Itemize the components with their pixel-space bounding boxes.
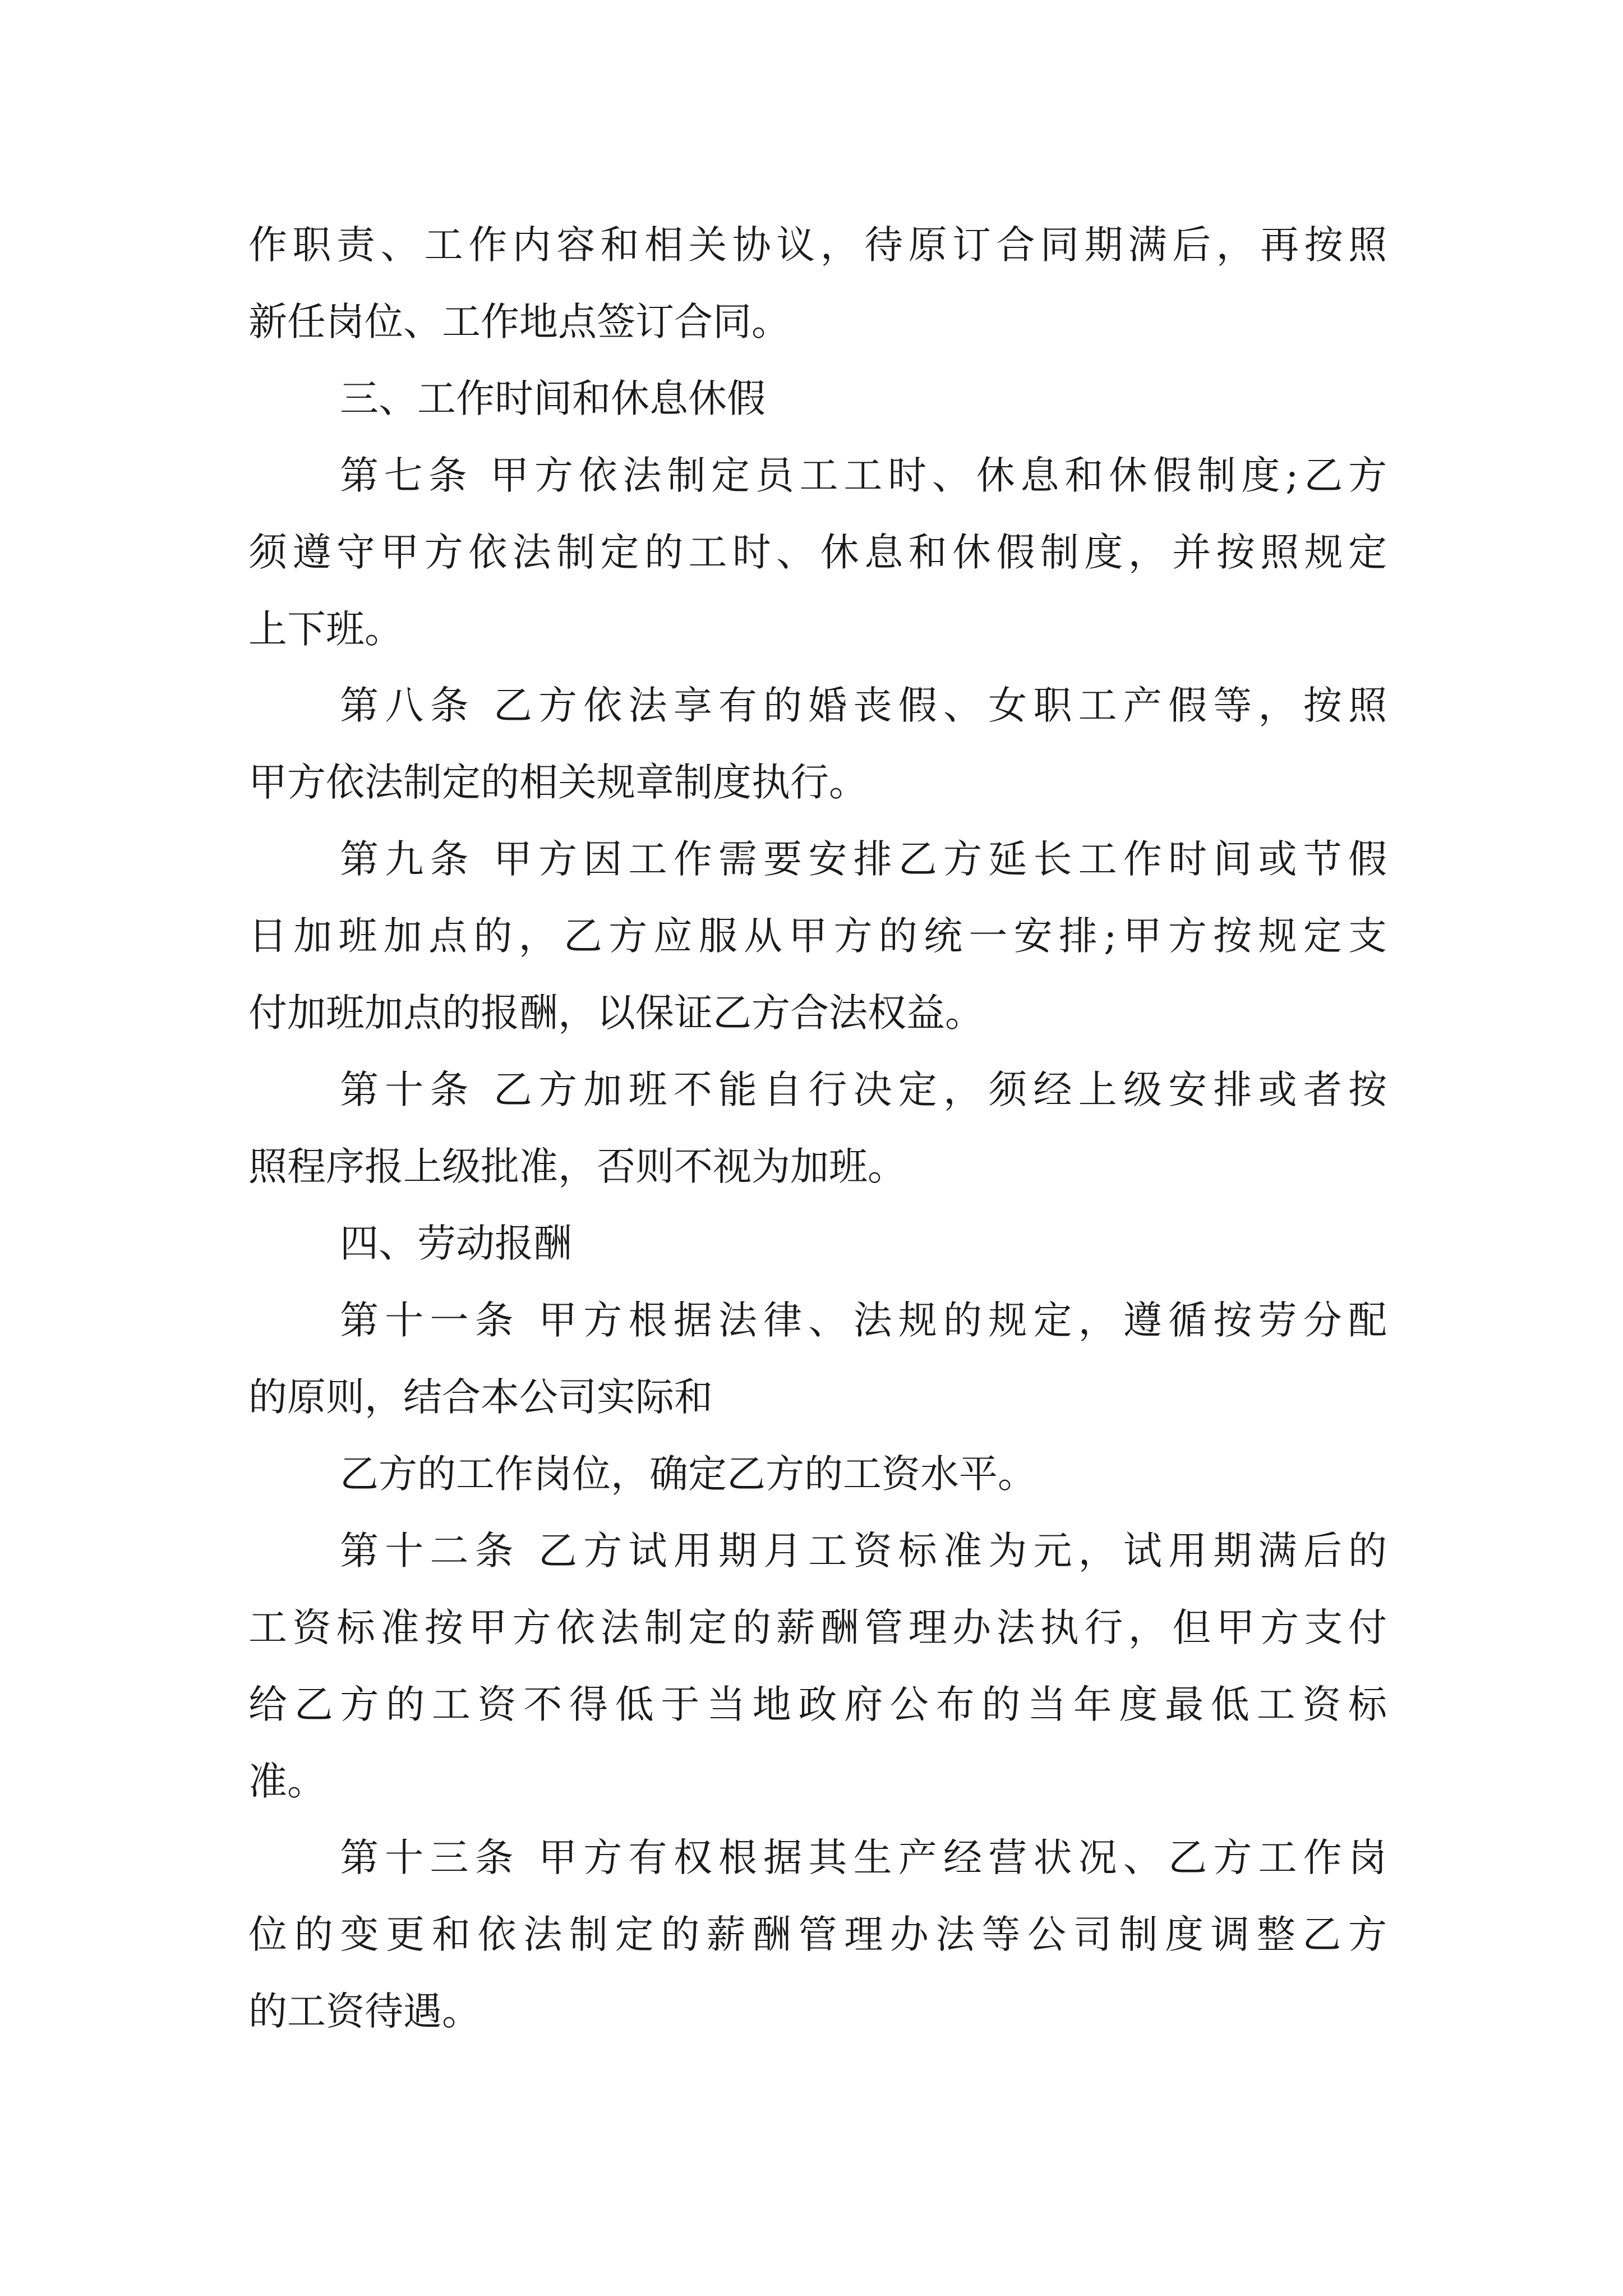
text-line: 位的变更和依法制定的薪酬管理办法等公司制度调整乙方 bbox=[248, 1912, 1387, 1957]
text-line: 付加班加点的报酬，以保证乙方合法权益。 bbox=[248, 991, 984, 1036]
text-line: 第九条 甲方因工作需要安排乙方延长工作时间或节假 bbox=[340, 837, 1387, 882]
text-line: 新任岗位、工作地点签订合同。 bbox=[248, 300, 790, 344]
text-line: 第十一条 甲方根据法律、法规的规定，遵循按劳分配 bbox=[340, 1298, 1387, 1343]
text-line: 给乙方的工资不得低于当地政府公布的当年度最低工资标 bbox=[248, 1682, 1387, 1727]
text-line: 工资标准按甲方依法制定的薪酬管理办法执行，但甲方支付 bbox=[248, 1605, 1387, 1650]
text-line: 须遵守甲方依法制定的工时、休息和休假制度，并按照规定 bbox=[248, 530, 1387, 575]
text-line: 照程序报上级批准，否则不视为加班。 bbox=[248, 1144, 906, 1189]
section-heading: 四、劳动报酬 bbox=[340, 1221, 572, 1266]
section-heading: 三、工作时间和休息休假 bbox=[340, 376, 766, 421]
text-line: 的工资待遇。 bbox=[248, 1989, 481, 2034]
text-line: 第八条 乙方依法享有的婚丧假、女职工产假等，按照 bbox=[340, 683, 1387, 728]
text-line: 第十条 乙方加班不能自行决定，须经上级安排或者按 bbox=[340, 1068, 1387, 1112]
text-line: 第十二条 乙方试用期月工资标准为元，试用期满后的 bbox=[340, 1529, 1387, 1573]
text-line: 上下班。 bbox=[248, 607, 403, 652]
text-line: 乙方的工作岗位，确定乙方的工资水平。 bbox=[340, 1452, 1036, 1497]
text-line: 日加班加点的，乙方应服从甲方的统一安排;甲方按规定支 bbox=[248, 914, 1387, 959]
text-line: 准。 bbox=[248, 1759, 326, 1804]
text-line: 第七条 甲方依法制定员工工时、休息和休假制度;乙方 bbox=[340, 453, 1387, 498]
text-line: 的原则，结合本公司实际和 bbox=[248, 1375, 713, 1420]
text-line: 甲方依法制定的相关规章制度执行。 bbox=[248, 760, 868, 805]
text-line: 作职责、工作内容和相关协议，待原订合同期满后，再按照 bbox=[248, 223, 1387, 268]
text-line: 第十三条 甲方有权根据其生产经营状况、乙方工作岗 bbox=[340, 1835, 1387, 1880]
